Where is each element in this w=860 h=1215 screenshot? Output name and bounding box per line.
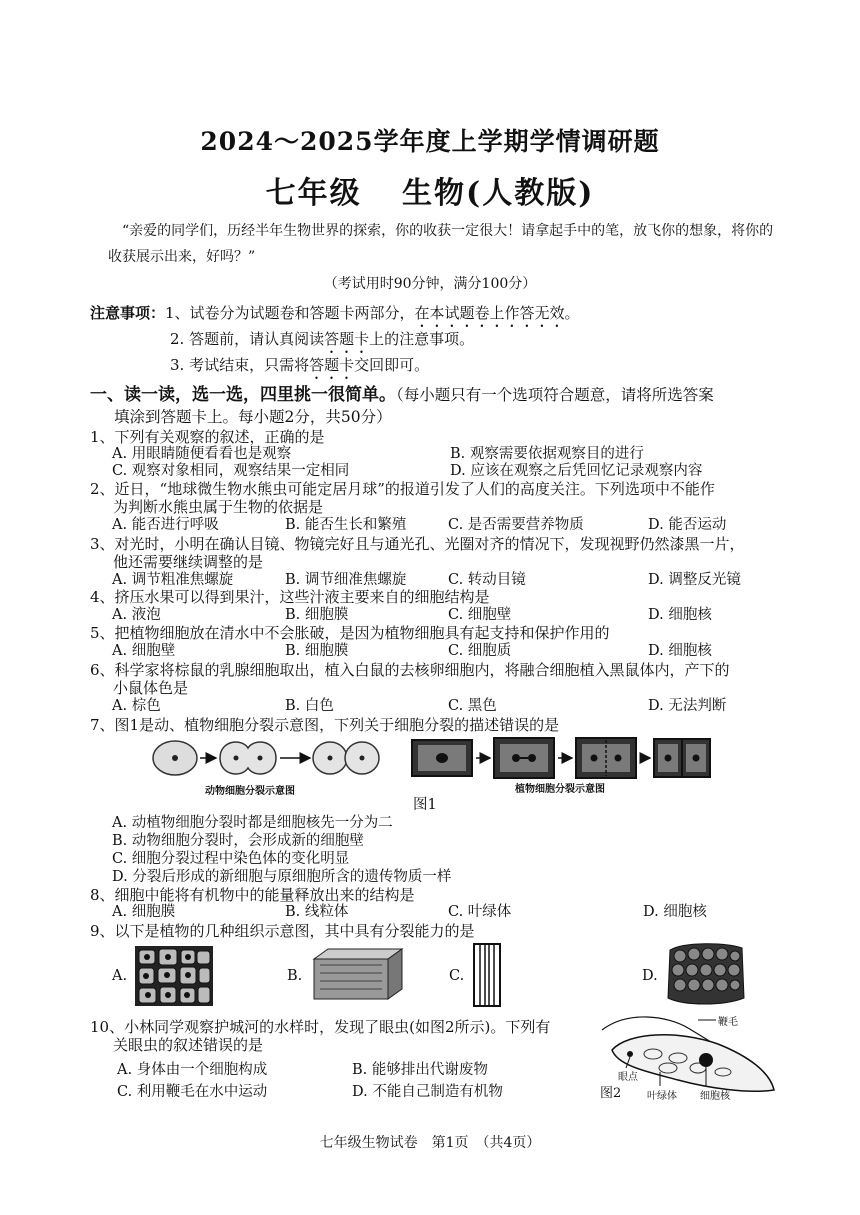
notice-2-emph: 答题卡 xyxy=(324,330,370,348)
q6-option-b: B. 白色 xyxy=(285,698,334,714)
plant-cell-3 xyxy=(576,738,636,778)
label-flagellum: 鞭毛 xyxy=(718,1017,738,1028)
label-eyespot: 眼点 xyxy=(618,1072,638,1083)
question-1-stem: 1、下列有关观察的叙述，正确的是 xyxy=(90,428,325,446)
animal-cell-1 xyxy=(153,741,197,775)
q2-option-d: D. 能否运动 xyxy=(648,517,727,533)
q7-option-a: A. 动植物细胞分裂时都是细胞核先一分为二 xyxy=(112,815,393,831)
question-6-stem: 6、科学家将棕鼠的乳腺细胞取出，植入白鼠的去核卵细胞内，将融合细胞植入黑鼠体内，产下的 xyxy=(90,661,730,679)
figure-2-euglena xyxy=(598,1010,778,1102)
question-2-stem: 2、近日，“地球微生物水熊虫可能定居月球”的报道引发了人们的高度关注。下列选项中不能作 xyxy=(90,480,715,498)
question-6-stem-2: 小鼠体色是 xyxy=(113,679,189,697)
notice-2-tail: 上的注意事项。 xyxy=(369,330,475,348)
q2-option-b: B. 能否生长和繁殖 xyxy=(285,517,407,533)
q5-option-a: A. 细胞壁 xyxy=(112,643,176,659)
notice-item-3 xyxy=(170,352,429,383)
q6-option-a: A. 棕色 xyxy=(112,698,161,714)
notice-3-emph: 答题卡 xyxy=(309,356,355,374)
q1-option-b: B. 观察需要依据观察目的进行 xyxy=(450,446,644,462)
q1-option-c: C. 观察对象相同，观察结果一定相同 xyxy=(112,463,350,479)
exam-info: （考试用时90分钟，满分100分） xyxy=(323,276,537,292)
notice-1-text: 1、试卷分为试题卷和答题卡两部分， xyxy=(165,304,415,322)
question-7-stem: 7、图1是动、植物细胞分裂示意图，下列关于细胞分裂的描述错误的是 xyxy=(90,716,560,734)
question-8-stem: 8、细胞中能将有机物中的能量释放出来的结构是 xyxy=(90,886,415,904)
q2-option-c: C. 是否需要营养物质 xyxy=(448,517,584,533)
section-1-heading xyxy=(90,384,790,428)
animal-cell-2 xyxy=(220,742,276,774)
q4-option-c: C. 细胞壁 xyxy=(448,607,512,623)
label-chloroplast: 叶绿体 xyxy=(647,1091,677,1102)
q10-option-d: D. 不能自己制造有机物 xyxy=(352,1084,503,1100)
question-4-stem: 4、挤压水果可以得到果汁，这些汁液主要来自的细胞结构是 xyxy=(90,588,490,606)
q3-option-c: C. 转动目镜 xyxy=(448,572,526,588)
q9-option-b: B. xyxy=(287,968,303,984)
plant-cell-4 xyxy=(654,739,710,777)
subject-label: 生物(人教版) xyxy=(402,176,595,211)
tissue-d-image xyxy=(664,940,748,1008)
q6-option-c: C. 黑色 xyxy=(448,698,497,714)
nucleus-shape xyxy=(699,1053,713,1067)
q1-option-a: A. 用眼睛随便看看也是观察 xyxy=(112,446,292,462)
figure-1-label: 图1 xyxy=(413,797,437,813)
q4-option-d: D. 细胞核 xyxy=(648,607,712,623)
q5-option-c: C. 细胞质 xyxy=(448,643,512,659)
q8-option-a: A. 细胞膜 xyxy=(112,904,176,920)
section-1-title: 一、读一读，选一选，四里挑一很简单。 xyxy=(90,385,396,405)
q10-option-b: B. 能够排出代谢废物 xyxy=(352,1062,488,1078)
q4-option-a: A. 液泡 xyxy=(112,607,161,623)
notices xyxy=(90,300,790,380)
q7-option-c: C. 细胞分裂过程中染色体的变化明显 xyxy=(112,851,350,867)
grade-label: 七年级 xyxy=(265,176,362,211)
question-3-stem-2: 他还需要继续调整的是 xyxy=(113,553,264,571)
plant-cell-1 xyxy=(412,740,472,776)
section-1-instructions-2: 填涂到答题卡上。每小题2分，共50分） xyxy=(114,408,392,426)
tissue-b-image xyxy=(310,945,406,1005)
caption-plant-division: 植物细胞分裂示意图 xyxy=(515,784,605,795)
q8-option-b: B. 线粒体 xyxy=(285,904,349,920)
eyespot-shape xyxy=(627,1051,633,1057)
q10-option-a: A. 身体由一个细胞构成 xyxy=(117,1062,268,1078)
q9-option-a: A. xyxy=(112,968,128,984)
notice-label: 注意事项： xyxy=(90,304,166,322)
question-9-stem: 9、以下是植物的几种组织示意图，其中具有分裂能力的是 xyxy=(90,922,475,940)
tissue-c-image xyxy=(470,942,504,1008)
q9-option-c: C. xyxy=(449,968,465,984)
notice-3-tail: 交回即可。 xyxy=(354,356,430,374)
notice-2-text: 2. 答题前，请认真阅读 xyxy=(170,330,325,348)
question-5-stem: 5、把植物细胞放在清水中不会胀破，是因为植物细胞具有起支持和保护作用的 xyxy=(90,624,610,642)
figure-2-label: 图2 xyxy=(600,1086,622,1101)
page-footer: 七年级生物试卷 第1页 （共4页） xyxy=(319,1135,541,1151)
q7-option-b: B. 动物细胞分裂时，会形成新的细胞壁 xyxy=(112,833,364,849)
q8-option-d: D. 细胞核 xyxy=(643,904,707,920)
page-title: 2024～2025学年度上学期学情调研题 xyxy=(200,127,660,156)
q5-option-d: D. 细胞核 xyxy=(648,643,712,659)
question-10-stem: 10、小林同学观察护城河的水样时，发现了眼虫(如图2所示)。下列有 xyxy=(90,1018,551,1036)
question-2-stem-2: 为判断水熊虫属于生物的依据是 xyxy=(113,498,324,516)
q9-option-d: D. xyxy=(642,968,658,984)
q2-option-a: A. 能否进行呼吸 xyxy=(112,517,219,533)
caption-animal-division: 动物细胞分裂示意图 xyxy=(205,786,295,797)
plant-cell-2 xyxy=(494,738,554,778)
q4-option-b: B. 细胞膜 xyxy=(285,607,349,623)
q1-option-d: D. 应该在观察之后凭回忆记录观察内容 xyxy=(450,463,703,479)
label-nucleus: 细胞核 xyxy=(700,1091,730,1102)
q6-option-d: D. 无法判断 xyxy=(648,698,727,714)
q7-option-d: D. 分裂后形成的新细胞与原细胞所含的遗传物质一样 xyxy=(112,869,452,885)
tissue-a-image xyxy=(133,944,215,1008)
notice-3-text: 3. 考试结束，只需将 xyxy=(170,356,310,374)
q3-option-a: A. 调节粗准焦螺旋 xyxy=(112,572,234,588)
q8-option-c: C. 叶绿体 xyxy=(448,904,512,920)
page-subtitle xyxy=(0,168,860,212)
q3-option-b: B. 调节细准焦螺旋 xyxy=(285,572,407,588)
question-10-stem-2: 关眼虫的叙述错误的是 xyxy=(113,1036,264,1054)
question-3-stem: 3、对光时，小明在确认目镜、物镜完好且与通光孔、光圈对齐的情况下，发现视野仍然漆黑一片， xyxy=(90,535,745,553)
intro-text: “亲爱的同学们，历经半年生物世界的探索，你的收获一定很大！请拿起手中的笔，放飞你的想象，将你的收获展示出来，好吗？” xyxy=(108,223,774,265)
q5-option-b: B. 细胞膜 xyxy=(285,643,349,659)
notice-1-emph: 在本试题卷上作答无效。 xyxy=(414,304,580,322)
section-1-instructions: （每小题只有一个选项符合题意，请将所选答案 xyxy=(396,386,714,404)
animal-cell-3 xyxy=(313,742,379,774)
q10-option-c: C. 利用鞭毛在水中运动 xyxy=(117,1084,268,1100)
q3-option-d: D. 调整反光镜 xyxy=(648,572,741,588)
